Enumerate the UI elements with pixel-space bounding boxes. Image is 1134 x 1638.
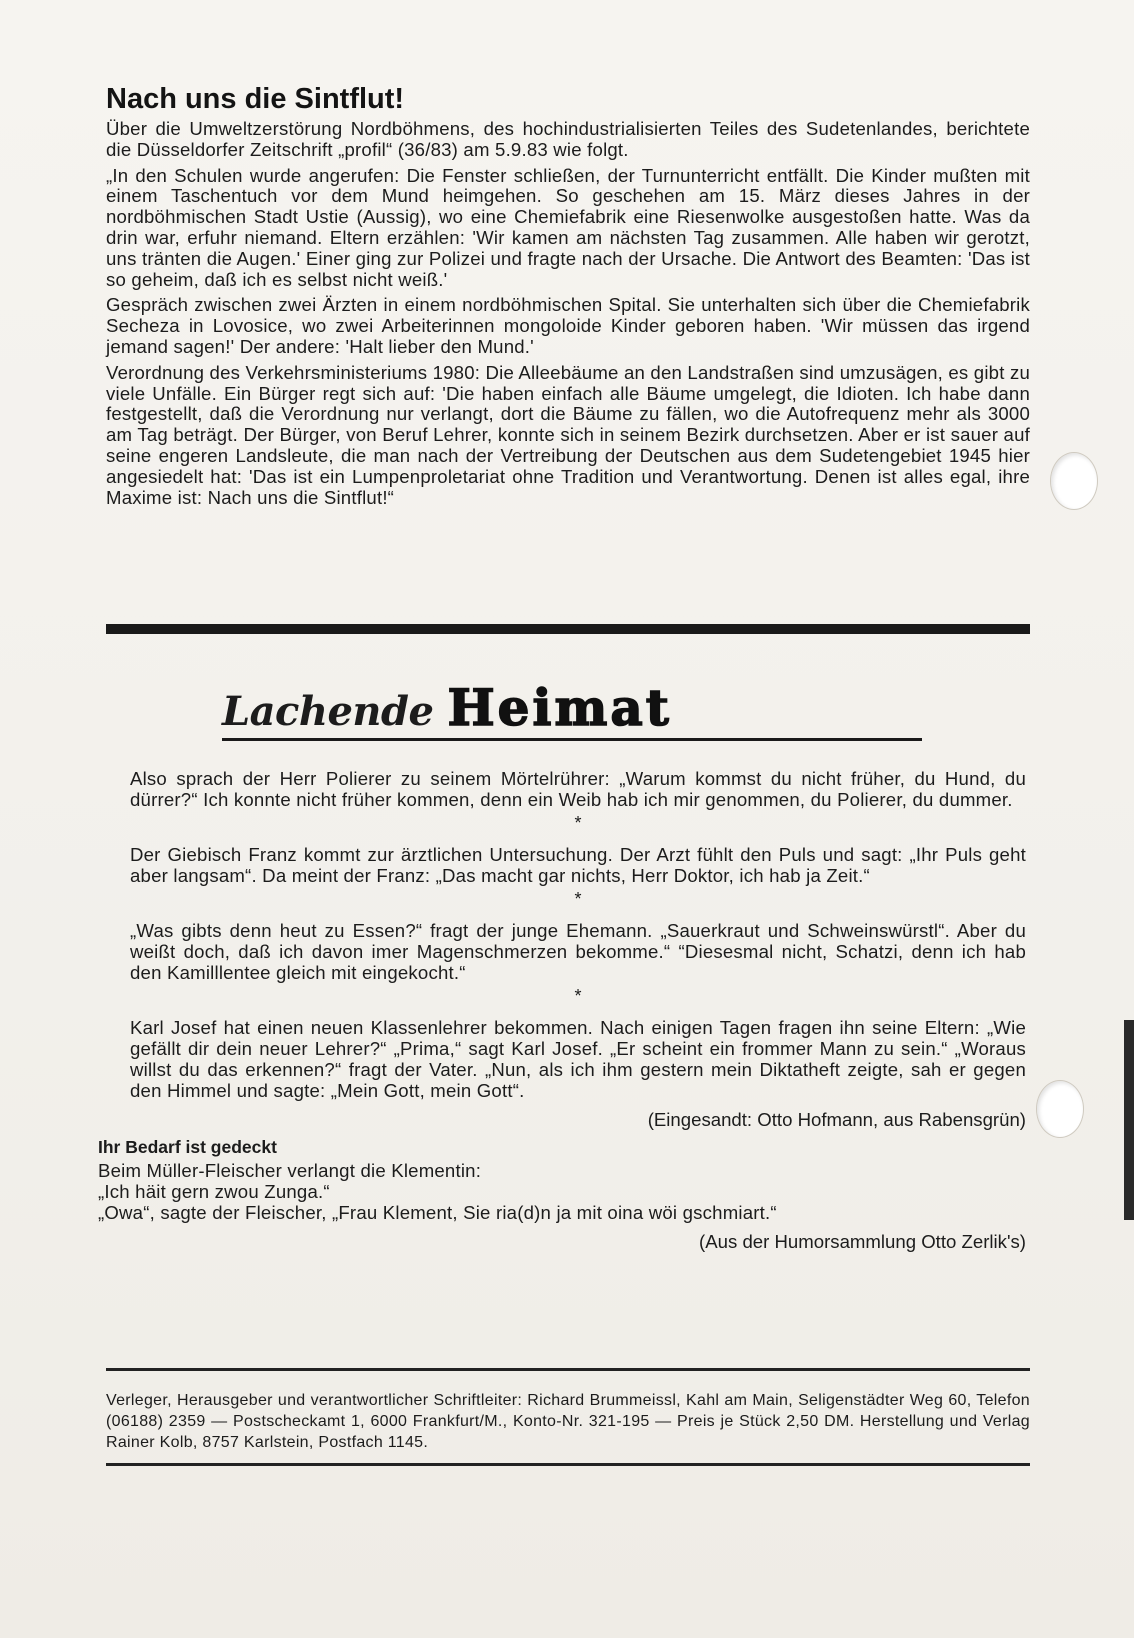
- joke-text: Also sprach der Herr Polierer zu seinem Mörtelrührer: „Warum kommst du nicht früher, du Hund, du dürrer?“ Ich konnte nicht früher kommen, denn ein Weib hab ich mir genommen, du Polierer, du dummer.: [130, 768, 1026, 810]
- imprint-footer: Verleger, Herausgeber und verantwortlicher Schriftleiter: Richard Brummeissl, Kahl am Main, Seligenstädter Weg 60, Telefon (06188) 2359 — Postscheckamt 1, 6000 Frankfurt/M., Konto-Nr. 321-195 — Preis je Stück 2,50 DM. Herstellung und Verlag Rainer Kolb, 8757 Karlstein, Postfach 1145.: [106, 1392, 1030, 1451]
- article-paragraph: „In den Schulen wurde angerufen: Die Fenster schließen, der Turnunterricht entfällt. Die Kinder mußten mit einem Taschentuch vor dem Mund heimgehen. So geschehen am 15. März dieses Jahres in der nordböhmischen Stadt Ustie (Aussig), wo eine Chemiefabrik eine Riesenwolke ausgestoßen hatte. Was da drin war, erfuhr niemand. Eltern erzählen: 'Wir kamen am nächsten Tag zusammen. Alle haben wir gerotzt, uns tränten die Augen.' Einer ging zur Polizei und fragte nach der Ursache. Die Antwort des Beamten: 'Das ist so geheim, daß ich es selbst nicht weiß.': [106, 164, 1030, 290]
- separator-asterisk: *: [574, 889, 582, 909]
- masthead-word-heimat: Heimat: [447, 678, 672, 737]
- joke-text: Der Giebisch Franz kommt zur ärztlichen Untersuchung. Der Arzt fühlt den Puls und sagt: „Ihr Puls geht aber langsam“. Da meint der Franz: „Das macht gar nichts, Herr Doktor, ich hab ja Zeit.“: [130, 844, 1026, 886]
- bedarf-credit: (Aus der Humorsammlung Otto Zerlik's): [699, 1231, 1026, 1252]
- punch-hole: [1036, 1080, 1084, 1138]
- article-paragraph: Über die Umweltzerstörung Nordböhmens, des hochindustrialisierten Teiles des Sudetenlandes, berichtete die Düsseldorfer Zeitschrift „profil“ (36/83) am 5.9.83 wie folgt.: [106, 118, 1030, 160]
- section-divider: [106, 624, 1030, 634]
- joke-credit: (Eingesandt: Otto Hofmann, aus Rabensgrün): [647, 1109, 1026, 1130]
- footer-top-rule: [106, 1368, 1030, 1371]
- punch-hole: [1050, 452, 1098, 510]
- bedarf-line: Beim Müller-Fleischer verlangt die Klementin:: [98, 1160, 482, 1181]
- article-section: [106, 82, 1030, 513]
- article-paragraph: Verordnung des Verkehrsministeriums 1980: Die Alleebäume an den Landstraßen sind umzusägen, es gibt zu viele Unfälle. Ein Bürger regt sich auf: 'Die haben einfach alle Bäume umgelegt, die Idioten. Ich habe dann festgestellt, daß die Verordnung nur verlangt, dort die Bäume zu fällen, wo die Autofrequenz mehr als 3000 am Tag beträgt. Der Bürger, von Beruf Lehrer, konnte sich in seinem Bezirk durchsetzen. Aber er ist sauer auf seine engeren Landsleute, die man nach der Vertreibung der Deutschen aus dem Sudetengebiet 1945 hier angesiedelt hat: 'Das ist ein Lumpenproletariat ohne Tradition und Verantwortung. Denen ist alles egal, ihre Maxime ist: Nach uns die Sintflut!“: [106, 361, 1030, 508]
- page-edge-shadow: [1124, 1020, 1134, 1220]
- separator-asterisk: *: [574, 986, 582, 1006]
- joke-text: Karl Josef hat einen neuen Klassenlehrer bekommen. Nach einigen Tagen fragen ihn seine Eltern: „Wie gefällt dir dein neuer Lehrer?“ „Prima,“ sagt Karl Josef. „Er scheint ein frommer Mann zu sein.“ „Woraus willst du das erkennen?“ fragt der Vater. „Nun, als ich ihm gestern mein Diktatheft zeigte, sah er gegen den Himmel und sagte: „Mein Gott, mein Gott“.: [130, 1017, 1026, 1101]
- article-title: Nach uns die Sintflut!: [106, 83, 405, 115]
- masthead: [222, 678, 922, 741]
- joke-text: „Was gibts denn heut zu Essen?“ fragt der junge Ehemann. „Sauerkraut und Schweinswürstl“. Aber du weißt doch, daß ich davon imer Magenschmerzen bekomme.“ “Diesesmal nicht, Schatzi, denn ich hab den Kamilllentee gleich mit eingekocht.“: [130, 920, 1026, 983]
- bedarf-line: „Ich häit gern zwou Zunga.“: [98, 1181, 330, 1202]
- jokes-section: [98, 768, 1026, 1252]
- article-paragraph: Gespräch zwischen zwei Ärzten in einem nordböhmischen Spital. Sie unterhalten sich über die Chemiefabrik Secheza in Lovosice, wo zwei Arbeiterinnen mongoloide Kinder geboren haben. 'Wir müssen das irgend jemand sagen!' Der andere: 'Halt lieber den Mund.': [106, 294, 1030, 357]
- footer-bottom-rule: [106, 1463, 1030, 1466]
- subheading-bedarf: Ihr Bedarf ist gedeckt: [98, 1137, 277, 1157]
- bedarf-line: „Owa“, sagte der Fleischer, „Frau Klement, Sie ria(d)n ja mit oina wöi gschmiart.“: [98, 1202, 777, 1223]
- separator-asterisk: *: [574, 813, 582, 833]
- masthead-word-lachende: Lachende: [222, 688, 434, 735]
